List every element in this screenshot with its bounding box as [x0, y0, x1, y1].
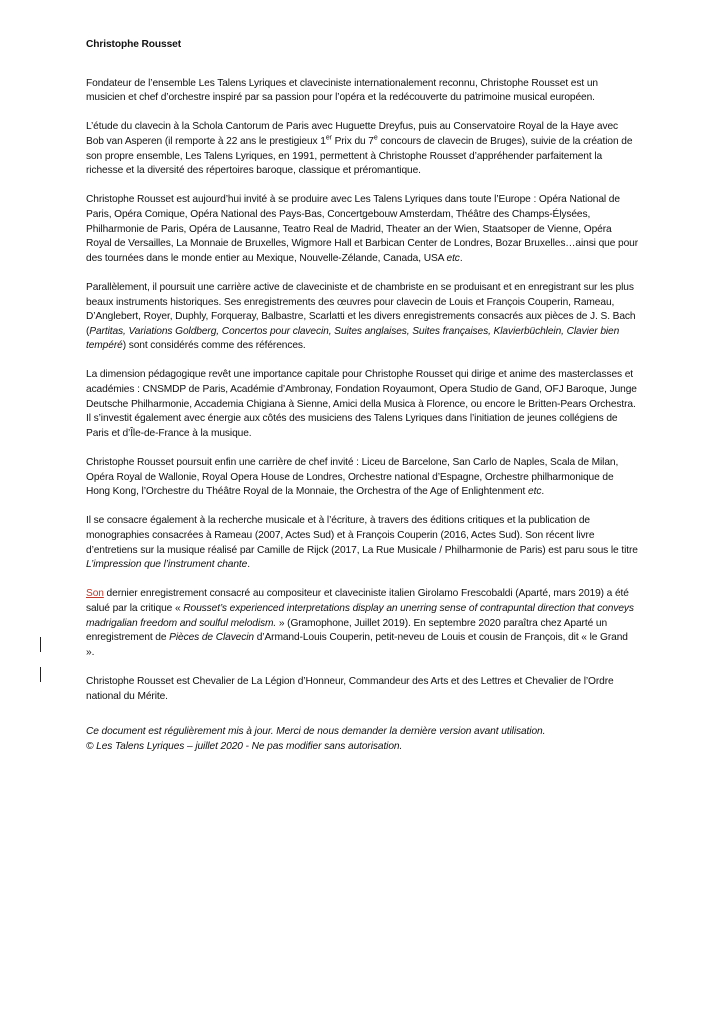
paragraph-guest-conductor: Christophe Rousset poursuit enfin une carrière de chef invité : Liceu de Barcelone, San Carlo de Naples, Scala de Milan, Opéra Royal de Wallonie, Royal Opera House de Londres, Orchestre national d’Espagne, Orchestre philharmonique de Hong Kong, l’Orchestre du Théâtre Royal de la Monnaie, the Orchestra of the Age of Enlightenment etc.	[86, 457, 619, 498]
paragraph-venues: Christophe Rousset est aujourd’hui invité à se produire avec Les Talens Lyriques dans toute l’Europe : Opéra National de Paris, Opéra Comique, Opéra National des Pays-Bas, Concertgebouw Amsterdam, Théâtre des Champs-Élysées, Philharmonie de Paris, Opéra de Lausanne, Teatro Real de Madrid, Theater an der Wien, Staatsoper de Vienne, Opéra Royal de Versailles, La Monnaie de Bruxelles, Wigmore Hall et Barbican Center de Londres, Bozar Bruxelles…ainsi que pour des tournées dans le monde entier au Mexique, Nouvelle-Zélande, Canada, USA etc.	[86, 194, 638, 264]
document-body	[86, 38, 638, 754]
revision-bar	[40, 637, 41, 652]
paragraph-intro: Fondateur de l’ensemble Les Talens Lyriques et claveciniste internationalement reconnu, Christophe Rousset est un musicien et chef d’orchestre inspiré par sa passion pour l’opéra et la redécouverte du patrimoine musical européen.	[86, 77, 598, 104]
footer-note: Ce document est régulièrement mis à jour. Merci de nous demander la dernière version avant utilisation. © Les Talens Lyriques – juillet 2020 - Ne pas modifier sans autorisation.	[86, 726, 546, 752]
tracked-change-text: Son	[86, 588, 104, 600]
document-title: Christophe Rousset	[86, 39, 181, 50]
paragraph-pedagogy: La dimension pédagogique revêt une importance capitale pour Christophe Rousset qui dirige et anime des masterclasses et académies : CNSMDP de Paris, Académie d’Ambronay, Fondation Royaumont, Opera Studio de Gand, OFJ Baroque, Junge Deutsche Philharmonie, Accademia Chigiana à Sienne, Amici della Musica à Florence, ou encore le Britten-Pears Orchestra. Il s’investit également avec énergie aux côtés des musiciens des Talens Lyriques dans l’initiation de jeunes collégiens de Paris et d’Île-de-France à la musique.	[86, 369, 637, 439]
paragraph-recording: Son dernier enregistrement consacré au compositeur et claveciniste italien Girolamo Frescobaldi (Aparté, mars 2019) a été salué par la critique « Rousset’s experienced interpretations display an unerring sense of contrapuntal direction that conveys madrigalian freedom and soulful melodism. » (Gramophone, Juillet 2019). En septembre 2020 paraîtra chez Aparté un enregistrement de Pièces de Clavecin d’Armand-Louis Couperin, petit-neveu de Louis et cousin de François, dit « le Grand ».	[86, 588, 634, 658]
paragraph-honours: Christophe Rousset est Chevalier de La Légion d’Honneur, Commandeur des Arts et des Lettres et Chevalier de l’Ordre national du Mérite.	[86, 675, 614, 702]
paragraph-training: L’étude du clavecin à la Schola Cantorum de Paris avec Huguette Dreyfus, puis au Conservatoire Royal de la Haye avec Bob van Asperen (il remporte à 22 ans le prestigieux 1er Prix du 7e concours de clavecin de Bruges), suivie de la création de son propre ensemble, Les Talens Lyriques, en 1991, permettent à Christophe Rousset d’appréhender parfaitement la richesse et la diversité des répertoires baroque, classique et préromantique.	[86, 121, 633, 177]
paragraph-harpsichord: Parallèlement, il poursuit une carrière active de claveciniste et de chambriste en se produisant et en enregistrant sur les plus beaux instruments historiques. Ses enregistrements des œuvres pour clavecin de Louis et François Couperin, Rameau, D’Anglebert, Royer, Duphly, Forqueray, Balbastre, Scarlatti et les divers enregistrements consacrés aux pièces de J. S. Bach (Partitas, Variations Goldberg, Concertos pour clavecin, Suites anglaises, Suites françaises, Klavierbüchlein, Clavier bien tempéré) sont considérés comme des références.	[86, 281, 636, 352]
revision-bar	[40, 667, 41, 682]
paragraph-research: Il se consacre également à la recherche musicale et à l’écriture, à travers des éditions critiques et la publication de monographies consacrées à Rameau (2007, Actes Sud) et à François Couperin (2016, Actes Sud). Son récent livre d’entretiens sur la musique réalisé par Camille de Rijck (2017, La Rue Musicale / Philharmonie de Paris) est paru sous le titre L’impression que l’instrument chante.	[86, 515, 638, 571]
